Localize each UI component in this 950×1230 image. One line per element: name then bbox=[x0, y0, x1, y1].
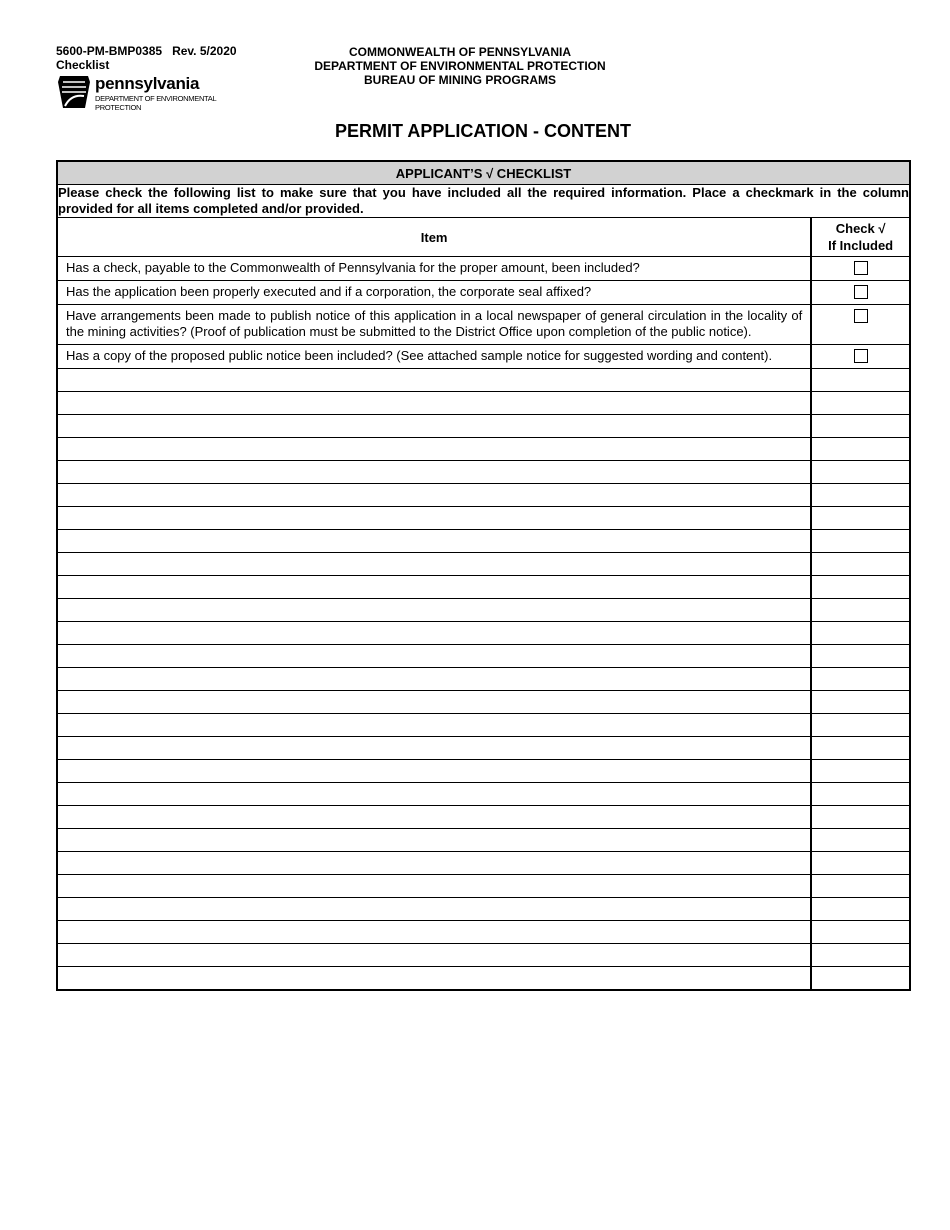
blank-row bbox=[57, 852, 910, 875]
column-header-check bbox=[811, 218, 910, 257]
agency-heading bbox=[300, 45, 620, 87]
blank-row bbox=[57, 806, 910, 829]
blank-check-cell[interactable] bbox=[811, 691, 910, 714]
column-header-check-line1: Check √ bbox=[835, 221, 886, 236]
blank-item-cell[interactable] bbox=[57, 852, 811, 875]
blank-row bbox=[57, 392, 910, 415]
blank-row bbox=[57, 714, 910, 737]
blank-check-cell[interactable] bbox=[811, 829, 910, 852]
blank-check-cell[interactable] bbox=[811, 507, 910, 530]
blank-check-cell[interactable] bbox=[811, 622, 910, 645]
blank-item-cell[interactable] bbox=[57, 461, 811, 484]
blank-check-cell[interactable] bbox=[811, 806, 910, 829]
blank-row bbox=[57, 760, 910, 783]
blank-item-cell[interactable] bbox=[57, 392, 811, 415]
blank-item-cell[interactable] bbox=[57, 875, 811, 898]
checklist-row bbox=[57, 281, 910, 305]
blank-row bbox=[57, 461, 910, 484]
page-title: PERMIT APPLICATION - CONTENT bbox=[335, 121, 631, 141]
blank-row bbox=[57, 783, 910, 806]
logo-dept-line2: PROTECTION bbox=[95, 103, 142, 112]
checkbox[interactable] bbox=[854, 309, 868, 323]
column-header-item: Item bbox=[57, 218, 811, 257]
logo-dept-text bbox=[95, 94, 216, 112]
blank-item-cell[interactable] bbox=[57, 967, 811, 991]
logo-brand-text: pennsylvania bbox=[95, 74, 200, 93]
checklist-table bbox=[56, 160, 911, 991]
blank-item-cell[interactable] bbox=[57, 668, 811, 691]
checklist-cell bbox=[811, 281, 910, 305]
blank-row bbox=[57, 438, 910, 461]
blank-item-cell[interactable] bbox=[57, 783, 811, 806]
blank-item-cell[interactable] bbox=[57, 415, 811, 438]
blank-row bbox=[57, 415, 910, 438]
blank-item-cell[interactable] bbox=[57, 507, 811, 530]
blank-item-cell[interactable] bbox=[57, 691, 811, 714]
blank-row bbox=[57, 622, 910, 645]
blank-item-cell[interactable] bbox=[57, 714, 811, 737]
blank-row bbox=[57, 737, 910, 760]
blank-check-cell[interactable] bbox=[811, 576, 910, 599]
blank-item-cell[interactable] bbox=[57, 921, 811, 944]
blank-row bbox=[57, 576, 910, 599]
form-type: Checklist bbox=[56, 58, 110, 72]
blank-check-cell[interactable] bbox=[811, 438, 910, 461]
blank-check-cell[interactable] bbox=[811, 875, 910, 898]
checklist-item-text: Have arrangements been made to publish notice of this application in a local newspaper of general circulation in the locality of the mining activities? (Proof of publication must be submitted to the District Office upon completion of the public notice). bbox=[57, 305, 811, 345]
agency-line1: COMMONWEALTH OF PENNSYLVANIA bbox=[349, 45, 571, 59]
blank-row bbox=[57, 369, 910, 392]
blank-item-cell[interactable] bbox=[57, 806, 811, 829]
blank-item-cell[interactable] bbox=[57, 576, 811, 599]
blank-row bbox=[57, 944, 910, 967]
blank-item-cell[interactable] bbox=[57, 760, 811, 783]
blank-check-cell[interactable] bbox=[811, 461, 910, 484]
blank-check-cell[interactable] bbox=[811, 392, 910, 415]
blank-row bbox=[57, 553, 910, 576]
blank-check-cell[interactable] bbox=[811, 714, 910, 737]
blank-item-cell[interactable] bbox=[57, 737, 811, 760]
blank-item-cell[interactable] bbox=[57, 645, 811, 668]
blank-item-cell[interactable] bbox=[57, 599, 811, 622]
blank-check-cell[interactable] bbox=[811, 760, 910, 783]
form-number: 5600-PM-BMP0385 bbox=[56, 44, 163, 58]
checklist-banner: APPLICANT’S √ CHECKLIST bbox=[57, 161, 910, 185]
blank-row bbox=[57, 507, 910, 530]
blank-row bbox=[57, 921, 910, 944]
column-header-check-line2: If Included bbox=[828, 238, 894, 253]
blank-item-cell[interactable] bbox=[57, 369, 811, 392]
blank-row bbox=[57, 484, 910, 507]
checklist-row bbox=[57, 345, 910, 369]
blank-row bbox=[57, 645, 910, 668]
blank-row bbox=[57, 691, 910, 714]
form-id-block bbox=[56, 44, 237, 72]
blank-check-cell[interactable] bbox=[811, 530, 910, 553]
checklist-item-text: Has the application been properly executed and if a corporation, the corporate seal affixed? bbox=[57, 281, 811, 305]
blank-check-cell[interactable] bbox=[811, 921, 910, 944]
blank-row bbox=[57, 599, 910, 622]
checklist-item-text: Has a check, payable to the Commonwealth of Pennsylvania for the proper amount, been included? bbox=[57, 257, 811, 281]
blank-item-cell[interactable] bbox=[57, 898, 811, 921]
checklist-row bbox=[57, 257, 910, 281]
blank-item-cell[interactable] bbox=[57, 438, 811, 461]
blank-check-cell[interactable] bbox=[811, 484, 910, 507]
blank-row bbox=[57, 967, 910, 991]
blank-check-cell[interactable] bbox=[811, 645, 910, 668]
checklist-cell bbox=[811, 345, 910, 369]
blank-item-cell[interactable] bbox=[57, 622, 811, 645]
form-revision: Rev. 5/2020 bbox=[172, 44, 237, 58]
logo-dept-line1: DEPARTMENT OF ENVIRONMENTAL bbox=[95, 94, 217, 103]
blank-check-cell[interactable] bbox=[811, 898, 910, 921]
blank-check-cell[interactable] bbox=[811, 599, 910, 622]
blank-row bbox=[57, 829, 910, 852]
blank-check-cell[interactable] bbox=[811, 369, 910, 392]
blank-check-cell[interactable] bbox=[811, 553, 910, 576]
blank-item-cell[interactable] bbox=[57, 829, 811, 852]
blank-row bbox=[57, 898, 910, 921]
keystone-icon bbox=[57, 74, 91, 110]
checklist-cell bbox=[811, 305, 910, 345]
blank-check-cell[interactable] bbox=[811, 852, 910, 875]
checklist-instructions: Please check the following list to make sure that you have included all the required information. Place a checkmark in the column provided for all items completed and/or provided. bbox=[58, 185, 909, 216]
blank-row bbox=[57, 668, 910, 691]
blank-check-cell[interactable] bbox=[811, 944, 910, 967]
blank-check-cell[interactable] bbox=[811, 668, 910, 691]
blank-check-cell[interactable] bbox=[811, 783, 910, 806]
checklist-row bbox=[57, 305, 910, 345]
blank-row bbox=[57, 875, 910, 898]
blank-row bbox=[57, 530, 910, 553]
checklist-item-text: Has a copy of the proposed public notice been included? (See attached sample notice for suggested wording and content). bbox=[57, 345, 811, 369]
agency-line2: DEPARTMENT OF ENVIRONMENTAL PROTECTION bbox=[314, 59, 606, 73]
checklist-cell bbox=[811, 257, 910, 281]
blank-item-cell[interactable] bbox=[57, 944, 811, 967]
blank-item-cell[interactable] bbox=[57, 553, 811, 576]
blank-check-cell[interactable] bbox=[811, 967, 910, 991]
checkbox[interactable] bbox=[854, 285, 868, 299]
blank-item-cell[interactable] bbox=[57, 530, 811, 553]
blank-check-cell[interactable] bbox=[811, 737, 910, 760]
checkbox[interactable] bbox=[854, 349, 868, 363]
pa-dep-logo bbox=[57, 74, 232, 114]
blank-item-cell[interactable] bbox=[57, 484, 811, 507]
agency-line3: BUREAU OF MINING PROGRAMS bbox=[364, 73, 556, 87]
checkbox[interactable] bbox=[854, 261, 868, 275]
blank-check-cell[interactable] bbox=[811, 415, 910, 438]
